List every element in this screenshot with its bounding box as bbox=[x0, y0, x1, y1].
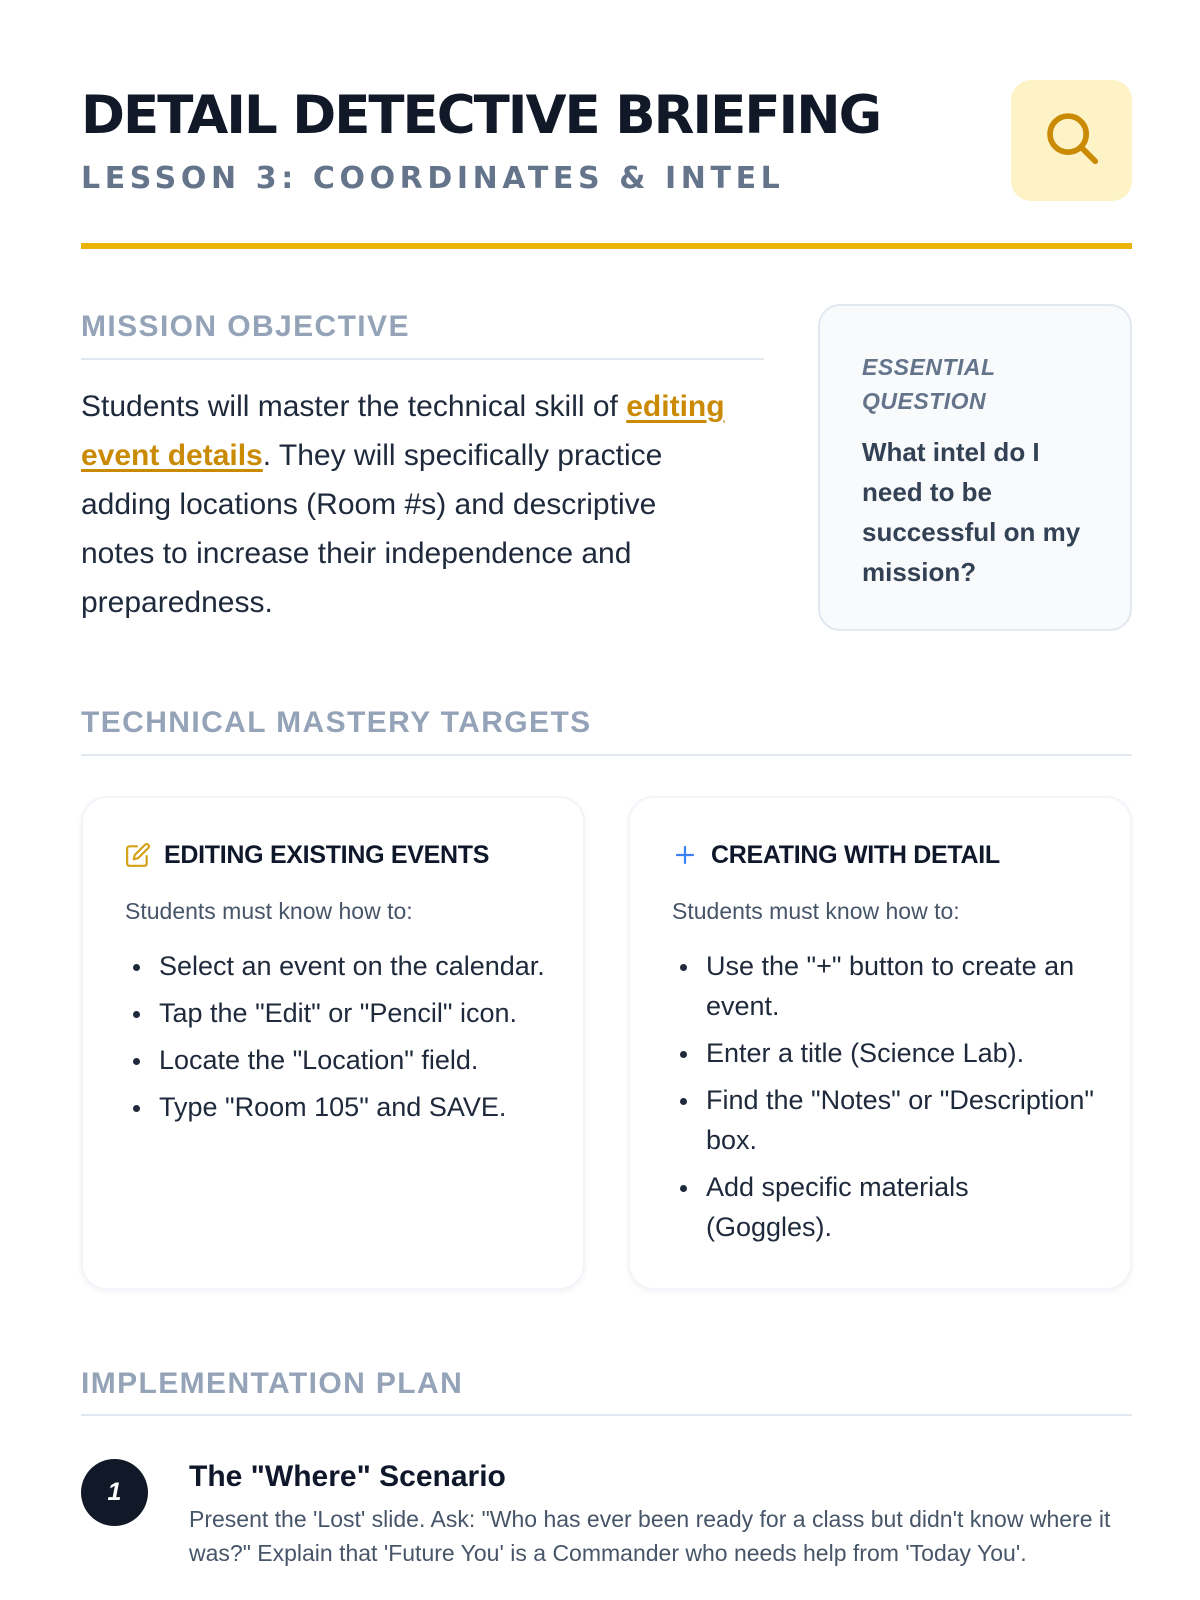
search-icon bbox=[1041, 107, 1103, 174]
target-card-creating bbox=[628, 796, 1132, 1290]
mastery-targets-heading: TECHNICAL MASTERY TARGETS bbox=[81, 706, 592, 739]
list-item: Type "Room 105" and SAVE. bbox=[125, 1087, 553, 1127]
list-item: Enter a title (Science Lab). bbox=[672, 1033, 1100, 1073]
lesson-briefing-page bbox=[81, 0, 1132, 1600]
page-title: DETAIL DETECTIVE BRIEFING bbox=[81, 85, 881, 146]
card-intro: Students must know how to: bbox=[125, 898, 413, 924]
page-header bbox=[81, 80, 1132, 250]
list-item: Tap the "Edit" or "Pencil" icon. bbox=[125, 993, 553, 1033]
list-item: Use the "+" button to create an event. bbox=[672, 946, 1100, 1026]
essential-question-text: What intel do I need to be successful on my mission? bbox=[862, 437, 1081, 587]
target-card-editing bbox=[81, 796, 585, 1290]
card-checklist bbox=[672, 946, 1100, 1247]
card-title-row bbox=[672, 840, 1100, 870]
objective-text-part: Students will master the technical skill of bbox=[81, 390, 627, 423]
card-title: CREATING WITH DETAIL bbox=[711, 840, 1000, 869]
list-item: Select an event on the calendar. bbox=[125, 946, 553, 986]
page-subtitle: LESSON 3: COORDINATES & INTEL bbox=[81, 161, 785, 196]
list-item: Locate the "Location" field. bbox=[125, 1040, 553, 1080]
implementation-plan-heading: IMPLEMENTATION PLAN bbox=[81, 1367, 464, 1400]
card-title-row bbox=[125, 840, 553, 870]
step-description: Present the 'Lost' slide. Ask: "Who has ever been ready for a class but didn't know where it was?" Explain that 'Future You' is a Commander who needs help from 'Today You'. bbox=[189, 1506, 1111, 1566]
edit-icon bbox=[125, 842, 151, 868]
header-divider bbox=[81, 243, 1132, 249]
step-title: The "Where" Scenario bbox=[189, 1460, 506, 1493]
list-item: Find the "Notes" or "Description" box. bbox=[672, 1080, 1100, 1160]
mastery-targets-divider bbox=[81, 754, 1132, 756]
objective-text-part: . They will specifically practice adding locations (Room #s) and descriptive notes to increase their independence and preparedness. bbox=[81, 439, 663, 619]
essential-question-card bbox=[818, 304, 1132, 631]
mission-objective-text bbox=[81, 382, 731, 627]
objective-highlight: editing event details bbox=[81, 390, 725, 472]
card-title: EDITING EXISTING EVENTS bbox=[164, 840, 490, 869]
list-item: Add specific materials (Goggles). bbox=[672, 1167, 1100, 1247]
card-checklist bbox=[125, 946, 553, 1127]
mission-objective-divider bbox=[81, 358, 764, 360]
implementation-plan-divider bbox=[81, 1414, 1132, 1416]
card-intro: Students must know how to: bbox=[672, 898, 960, 924]
search-badge bbox=[1011, 80, 1132, 201]
plus-icon bbox=[672, 842, 698, 868]
step-number-badge: 1 bbox=[81, 1459, 148, 1526]
essential-question-label: ESSENTIAL QUESTION bbox=[862, 354, 996, 414]
mission-objective-heading: MISSION OBJECTIVE bbox=[81, 310, 410, 343]
